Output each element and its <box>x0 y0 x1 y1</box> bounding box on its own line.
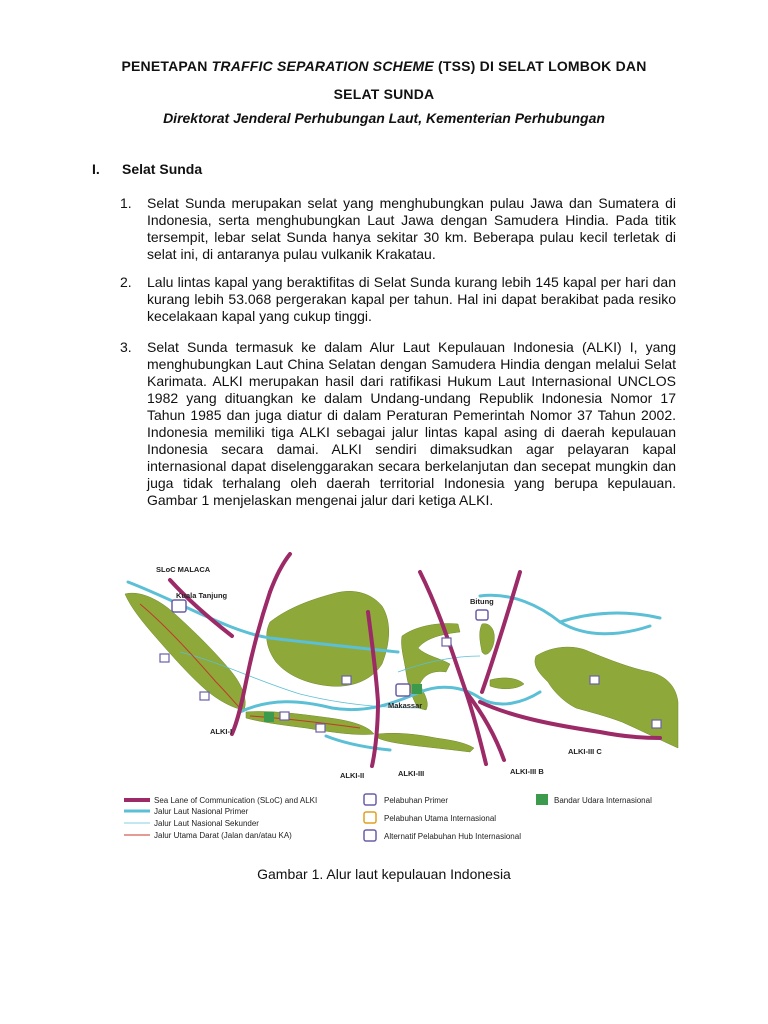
title-italic: TRAFFIC SEPARATION SCHEME <box>211 58 434 74</box>
list-item-number: 1. <box>120 195 132 211</box>
airport-icon <box>412 684 422 694</box>
label-bitung: Bitung <box>470 597 494 606</box>
alki-map-figure <box>120 552 680 852</box>
legend-sekunder: Jalur Laut Nasional Sekunder <box>154 819 259 828</box>
section-heading <box>92 161 202 177</box>
legend-alternatif: Alternatif Pelabuhan Hub Internasional <box>384 832 521 841</box>
legend-port-primer-icon <box>364 794 376 805</box>
legend-sloc: Sea Lane of Communication (SLoC) and ALKI <box>154 796 318 805</box>
port-icon <box>442 638 451 646</box>
legend-pelabuhan-utama: Pelabuhan Utama Internasional <box>384 814 497 823</box>
list-item-text: Selat Sunda merupakan selat yang menghubungkan pulau Jawa dan Sumatera di Indonesia, serta menghubungkan Laut Jawa dengan Samudera Hindia. Pada titik tersempit, lebar selat Sunda hanya sekitar 30 km. Beberapa pulau kecil terletak di selat ini, di antaranya pulau vulkanik Krakatau. <box>147 195 676 262</box>
legend-primer: Jalur Laut Nasional Primer <box>154 807 249 816</box>
legend-hub-icon <box>364 830 376 841</box>
list-item <box>120 195 676 263</box>
legend-pelabuhan-primer: Pelabuhan Primer <box>384 796 449 805</box>
section-title: Selat Sunda <box>122 161 203 177</box>
document-title <box>80 52 688 108</box>
port-kuala-tanjung-icon <box>172 600 186 612</box>
port-bitung-icon <box>476 610 488 620</box>
label-alki-3c: ALKI-III C <box>568 747 602 756</box>
legend-bandar: Bandar Udara Internasional <box>554 796 652 805</box>
port-icon <box>200 692 209 700</box>
list-item-number: 2. <box>120 274 132 290</box>
legend-port-utama-icon <box>364 812 376 823</box>
port-icon <box>342 676 351 684</box>
title-part2: (TSS) DI SELAT LOMBOK DAN <box>433 58 647 74</box>
title-part1: PENETAPAN <box>121 58 212 74</box>
title-line2: SELAT SUNDA <box>333 86 435 102</box>
port-icon <box>160 654 169 662</box>
list-item-text: Lalu lintas kapal yang beraktifitas di Selat Sunda kurang lebih 145 kapal per hari dan kurang lebih 53.068 pergerakan kapal per tahun. Hal ini dapat berakibat pada resiko kecelakaan kapal yang cukup tinggi. <box>147 274 676 324</box>
label-alki-3b: ALKI-III B <box>510 767 544 776</box>
list-item-text: Selat Sunda termasuk ke dalam Alur Laut Kepulauan Indonesia (ALKI) I, yang menghubungkan Laut China Selatan dengan Samudera Hindia dengan melalui Selat Karimata. ALKI merupakan hasil dari ratifikasi Hukum Laut Internasional UNCLOS 1982 yang dituangkan ke dalam Undang-undang Republik Indonesia Nomor 17 Tahun 1985 dan juga diatur di dalam Peraturan Pemerintah Nomor 37 Tahun 2002. Indonesia memiliki tiga ALKI sebagai jalur lintas kapal asing di daerah kepulauan Indonesia secara damai. ALKI sendiri dimaksudkan agar pelayaran kapal internasional dapat diselenggarakan secara berkelanjutan dan secepat mungkin dan juga tidak terhalang oleh daerah territorial Indonesia yang berupa kepulauan. Gambar 1 menjelaskan mengenai jalur dari ketiga ALKI. <box>147 339 676 508</box>
port-icon <box>652 720 661 728</box>
port-makassar-icon <box>396 684 410 696</box>
label-alki-1: ALKI-I <box>210 727 233 736</box>
figure-caption: Gambar 1. Alur laut kepulauan Indonesia <box>257 866 511 882</box>
label-alki-3: ALKI-III <box>398 769 425 778</box>
port-icon <box>316 724 325 732</box>
port-icon <box>590 676 599 684</box>
label-kuala-tanjung: Kuala Tanjung <box>176 591 228 600</box>
legend-darat: Jalur Utama Darat (Jalan dan/atau KA) <box>154 831 292 840</box>
document-subtitle: Direktorat Jenderal Perhubungan Laut, Kementerian Perhubungan <box>163 110 605 126</box>
list-item-number: 3. <box>120 339 132 355</box>
list-item <box>120 339 676 509</box>
port-icon <box>280 712 289 720</box>
section-number: I. <box>92 161 100 177</box>
legend-airport-icon <box>536 794 548 805</box>
label-makassar: Makassar <box>388 701 423 710</box>
list-item <box>120 274 676 325</box>
label-sloc-malaca: SLoC MALACA <box>156 565 211 574</box>
label-alki-2: ALKI-II <box>340 771 365 780</box>
airport-icon <box>264 712 274 722</box>
